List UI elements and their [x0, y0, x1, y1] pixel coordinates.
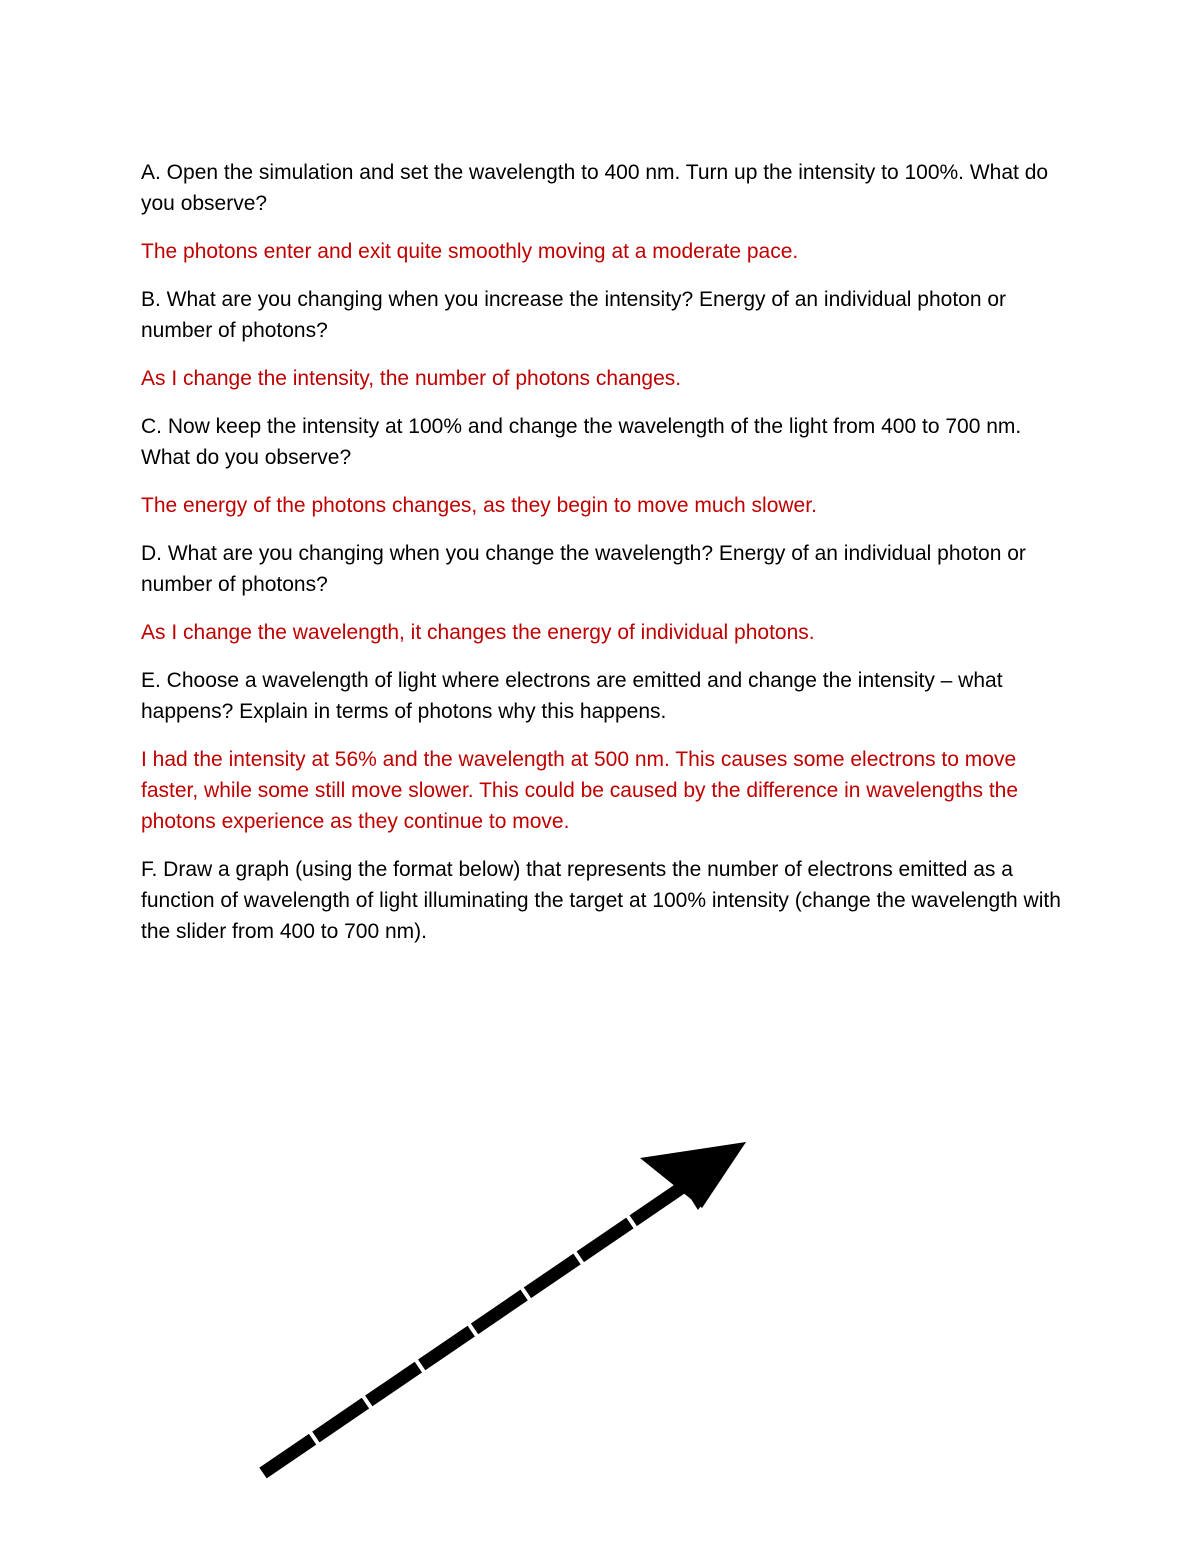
diagonal-arrow-icon — [250, 1130, 760, 1490]
answer-d: As I change the wavelength, it changes the energy of individual photons. — [141, 621, 815, 644]
question-b: B. What are you changing when you increase the intensity? Energy of an individual photon or number of photons? — [141, 288, 1007, 342]
answer-e: I had the intensity at 56% and the wavelength at 500 nm. This causes some electrons to move faster, while some still move slower. This could be caused by the difference in wavelengths the photons experience as they continue to move. — [141, 748, 1019, 833]
answer-c: The energy of the photons changes, as they begin to move much slower. — [141, 494, 817, 517]
question-a: A. Open the simulation and set the wavelength to 400 nm. Turn up the intensity to 100%. What do you observe? — [141, 161, 1049, 215]
question-e: E. Choose a wavelength of light where electrons are emitted and change the intensity – what happens? Explain in terms of photons why this happens. — [141, 669, 1003, 723]
question-d: D. What are you changing when you change the wavelength? Energy of an individual photon or number of photons? — [141, 542, 1026, 596]
answer-b: As I change the intensity, the number of photons changes. — [141, 367, 682, 390]
answer-a: The photons enter and exit quite smoothly moving at a moderate pace. — [141, 240, 799, 263]
question-f: F. Draw a graph (using the format below) that represents the number of electrons emitted as a function of wavelength of light illuminating the target at 100% intensity (change the wavelength with the slider from 400 to 700 nm). — [141, 858, 1061, 943]
worksheet-body — [141, 157, 1071, 964]
question-c: C. Now keep the intensity at 100% and change the wavelength of the light from 400 to 700 nm. What do you observe? — [141, 415, 1022, 469]
arrow-shaft — [263, 1182, 690, 1473]
